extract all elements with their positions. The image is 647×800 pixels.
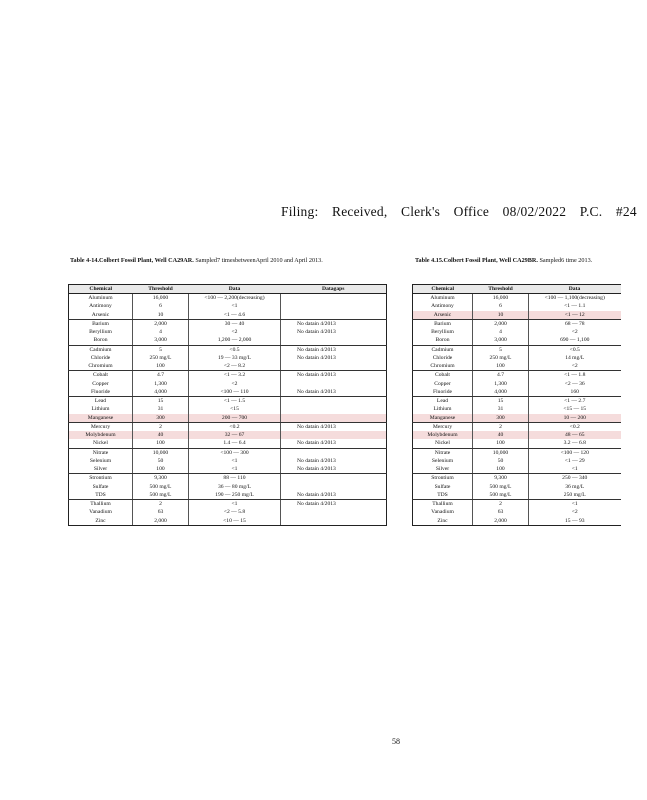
table-row [69, 448, 387, 457]
table-row [69, 371, 387, 380]
data-cell: <1 [529, 465, 621, 474]
table-row [413, 371, 621, 380]
threshold-cell: 50 [473, 457, 529, 465]
column-header: Threshold [473, 285, 529, 294]
chemical-cell: Fluoride [413, 388, 473, 397]
chemical-cell: Lithium [91, 406, 110, 413]
datagaps-cell [281, 302, 387, 310]
threshold-cell: 1,300 [473, 380, 529, 388]
datagaps-cell: No datain 4/2013 [281, 457, 387, 465]
data-cell: <1 — 29 [529, 457, 621, 465]
column-header: Chemical [413, 285, 473, 294]
datagaps-cell: No datain 4/2013 [281, 388, 387, 397]
groundwater-table-right [412, 284, 621, 526]
datagaps-cell [281, 448, 387, 457]
chemical-cell: Selenium [89, 457, 112, 464]
table-row [413, 319, 621, 328]
table-row [413, 474, 621, 483]
threshold-cell: 40 [473, 431, 529, 439]
threshold-cell: 9,300 [473, 474, 529, 483]
chemical-cell: Zinc [413, 517, 473, 526]
table-row [413, 422, 621, 431]
chemical-cell: Mercury [432, 423, 453, 430]
chemical-cell: Lead [94, 398, 107, 405]
table-row [69, 431, 387, 439]
threshold-cell: 4.7 [133, 371, 189, 380]
threshold-cell: 10,000 [133, 448, 189, 457]
datagaps-cell: No datain 4/2013 [281, 500, 387, 509]
chemical-cell: Manganese [69, 414, 133, 423]
datagaps-cell [281, 294, 387, 303]
data-cell: <0.2 [529, 422, 621, 431]
data-cell: <2 [189, 380, 281, 388]
column-header: Chemical [69, 285, 133, 294]
threshold-cell: 2 [133, 500, 189, 509]
table-row [69, 294, 387, 303]
datagaps-cell: No datain 4/2013 [281, 439, 387, 448]
data-cell: 190 — 250 mg/L [189, 491, 281, 500]
data-cell: 250 — 340 [529, 474, 621, 483]
data-cell: <100 — 1,100(decreasing) [529, 294, 621, 303]
chemical-cell: Fluoride [69, 388, 133, 397]
table-row [413, 294, 621, 303]
threshold-cell: 100 [133, 465, 189, 474]
datagaps-cell: No datain 4/2013 [281, 371, 387, 380]
table-row [69, 474, 387, 483]
threshold-cell: 2,000 [133, 319, 189, 328]
chemical-cell: Strontium [89, 475, 112, 482]
threshold-cell: 100 [133, 362, 189, 371]
datagaps-cell: No datain 4/2013 [281, 345, 387, 354]
table-header-row [413, 285, 621, 294]
table-row [69, 319, 387, 328]
chemical-cell: Sulfate [434, 483, 451, 490]
threshold-cell: 2 [473, 500, 529, 509]
table-row [69, 302, 387, 310]
data-cell: <1 [189, 500, 281, 509]
groundwater-table-left [68, 284, 387, 526]
table-row [69, 311, 387, 320]
data-cell: 690 — 1,100 [529, 336, 621, 345]
data-cell: <100 — 300 [189, 448, 281, 457]
datagaps-cell [281, 380, 387, 388]
data-cell: 1.4 — 6.4 [189, 439, 281, 448]
table-row [413, 336, 621, 345]
chemical-cell: Aluminum [430, 295, 455, 302]
chemical-cell: Thallium [432, 501, 453, 508]
chemical-cell: Cadmium [89, 346, 112, 353]
data-cell: 15 — 93 [529, 517, 621, 526]
data-cell: 200 — 700 [189, 414, 281, 423]
table-row [69, 491, 387, 500]
table-row [413, 457, 621, 465]
table-caption-right [415, 256, 620, 265]
chemical-cell: Aluminum [88, 295, 113, 302]
chemical-cell: TDS [413, 491, 473, 500]
datagaps-cell: No datain 4/2013 [281, 491, 387, 500]
table-row [69, 388, 387, 397]
column-header: Threshold [133, 285, 189, 294]
threshold-cell: 16,000 [133, 294, 189, 303]
data-cell: <15 — 15 [529, 405, 621, 413]
threshold-cell: 500 mg/L [473, 491, 529, 500]
chemical-cell: Silver [413, 465, 473, 474]
table-row [413, 362, 621, 371]
chemical-cell: Zinc [69, 517, 133, 526]
data-cell: 88 — 110 [189, 474, 281, 483]
threshold-cell: 15 [473, 397, 529, 406]
data-cell: <1 — 12 [529, 311, 621, 320]
threshold-cell: 2,000 [133, 517, 189, 526]
threshold-cell: 3,000 [133, 336, 189, 345]
chemical-cell: Copper [92, 380, 109, 387]
threshold-cell: 500 mg/L [133, 491, 189, 500]
table-row [413, 405, 621, 413]
table-row [413, 483, 621, 491]
table-row [69, 362, 387, 371]
chemical-cell: Beryllium [89, 329, 112, 336]
filing-part: Clerk's [400, 204, 441, 219]
chemical-cell: Copper [434, 380, 451, 387]
filing-part: 08/02/2022 [502, 204, 567, 219]
threshold-cell: 2 [133, 422, 189, 431]
table-row [69, 354, 387, 362]
table-caption-left [70, 256, 388, 265]
chemical-cell: Cobalt [93, 372, 108, 379]
threshold-cell: 4 [133, 328, 189, 336]
chemical-cell: Selenium [431, 457, 454, 464]
table-row [413, 500, 621, 509]
table-row [69, 345, 387, 354]
datagaps-cell [281, 311, 387, 320]
chemical-cell: Barium [434, 320, 451, 327]
datagaps-cell: No datain 4/2013 [281, 422, 387, 431]
chemical-cell: Cadmium [431, 346, 454, 353]
table-row [413, 388, 621, 397]
threshold-cell: 2,000 [473, 517, 529, 526]
chemical-cell: Vanadium [89, 509, 112, 516]
data-cell: <15 [189, 405, 281, 413]
threshold-cell: 4,000 [473, 388, 529, 397]
chemical-cell: Nitrate [92, 449, 109, 456]
data-cell: <1 [529, 500, 621, 509]
chemical-cell: Sulfate [92, 483, 109, 490]
chemical-cell: Chromium [69, 362, 133, 371]
chemical-cell: Nickel [69, 439, 133, 448]
datagaps-cell: No datain 4/2013 [281, 465, 387, 474]
data-cell: <0.2 [189, 422, 281, 431]
chemical-cell: Beryllium [431, 329, 454, 336]
threshold-cell: 16,000 [473, 294, 529, 303]
data-cell: <100 — 2,200(decreasing) [189, 294, 281, 303]
data-cell: 3.2 — 6.8 [529, 439, 621, 448]
threshold-cell: 50 [133, 457, 189, 465]
column-header: Data [189, 285, 281, 294]
threshold-cell: 250 mg/L [133, 354, 189, 362]
data-cell: 32 — 67 [189, 431, 281, 439]
datagaps-cell [281, 517, 387, 526]
data-cell: <100 — 120 [529, 448, 621, 457]
table-header-row [69, 285, 387, 294]
chemical-cell: Cobalt [435, 372, 450, 379]
datagaps-cell [281, 405, 387, 413]
threshold-cell: 40 [133, 431, 189, 439]
data-cell: <2 [529, 362, 621, 371]
table-row [413, 448, 621, 457]
chemical-cell: Mercury [90, 423, 111, 430]
data-cell: <0.5 [189, 345, 281, 354]
threshold-cell: 5 [133, 345, 189, 354]
data-cell: <2 [529, 508, 621, 516]
filing-part: Filing: [281, 204, 319, 219]
threshold-cell: 500 mg/L [473, 483, 529, 491]
chemical-cell: Molybdenum [69, 431, 133, 439]
threshold-cell: 100 [473, 362, 529, 371]
data-cell: <2 [189, 328, 281, 336]
data-cell: <1 — 3.2 [189, 371, 281, 380]
data-cell: 68 — 78 [529, 319, 621, 328]
column-header: Data [529, 285, 621, 294]
threshold-cell: 4 [473, 328, 529, 336]
chemical-cell: Silver [69, 465, 133, 474]
datagaps-cell: No datain 4/2013 [281, 319, 387, 328]
data-cell: 14 mg/L [529, 354, 621, 362]
data-cell: 48 — 65 [529, 431, 621, 439]
chemical-cell: TDS [69, 491, 133, 500]
data-cell: 30 — 40 [189, 319, 281, 328]
threshold-cell: 100 [473, 465, 529, 474]
threshold-cell: 4.7 [473, 371, 529, 380]
data-cell: <1 [189, 465, 281, 474]
chemical-cell: Barium [92, 320, 109, 327]
chemical-cell: Manganese [413, 414, 473, 423]
chemical-cell: Lithium [433, 406, 452, 413]
filing-part: Office [453, 204, 490, 219]
filing-stamp [281, 204, 637, 220]
threshold-cell: 300 [473, 414, 529, 423]
datagaps-cell [281, 431, 387, 439]
data-cell: <1 [189, 457, 281, 465]
table-row [413, 345, 621, 354]
filing-part: #24 [615, 204, 637, 219]
threshold-cell: 500 mg/L [133, 483, 189, 491]
data-cell: <1 [189, 302, 281, 310]
chemical-cell: Molybdenum [413, 431, 473, 439]
data-cell: <1 — 1.5 [189, 397, 281, 406]
threshold-cell: 63 [133, 508, 189, 516]
chemical-cell: Chloride [90, 354, 111, 361]
table-row [413, 491, 621, 500]
chemical-cell: Arsenic [69, 311, 133, 320]
chemical-cell: Chromium [413, 362, 473, 371]
table-row [69, 422, 387, 431]
chemical-cell: Antimony [89, 303, 112, 310]
threshold-cell: 31 [473, 405, 529, 413]
threshold-cell: 1,300 [133, 380, 189, 388]
chemical-cell: Chloride [432, 354, 453, 361]
datagaps-cell [281, 483, 387, 491]
data-cell: <1 — 4.6 [189, 311, 281, 320]
datagaps-cell [281, 336, 387, 345]
data-cell: <2 — 36 [529, 380, 621, 388]
caption-text: Sampled6 time 2013. [539, 257, 593, 264]
caption-title: Table 4-14.Colbert Fossil Plant, Well CA29AR. [70, 257, 194, 264]
threshold-cell: 2,000 [473, 319, 529, 328]
table-row [69, 500, 387, 509]
table-row [69, 328, 387, 336]
datagaps-cell [281, 474, 387, 483]
table-row [69, 414, 387, 423]
table-row [69, 380, 387, 388]
threshold-cell: 6 [133, 302, 189, 310]
threshold-cell: 5 [473, 345, 529, 354]
threshold-cell: 10,000 [473, 448, 529, 457]
threshold-cell: 100 [473, 439, 529, 448]
data-cell: <1 — 1.1 [529, 302, 621, 310]
table-row [413, 311, 621, 320]
table-row [69, 439, 387, 448]
table-row [413, 302, 621, 310]
table-row [69, 336, 387, 345]
caption-title: Table 4.15.Colbert Fossil Plant, Well CA29BR. [415, 257, 538, 264]
datagaps-cell: No datain 4/2013 [281, 328, 387, 336]
datagaps-cell [281, 508, 387, 516]
data-cell: 36 — 80 mg/L [189, 483, 281, 491]
chemical-cell: Vanadium [431, 509, 454, 516]
filing-part: Received, [332, 204, 388, 219]
table-row [413, 328, 621, 336]
table-row [69, 508, 387, 516]
table-row [413, 517, 621, 526]
table-row [69, 483, 387, 491]
datagaps-cell [281, 397, 387, 406]
threshold-cell: 15 [133, 397, 189, 406]
data-cell: 1,200 — 2,000 [189, 336, 281, 345]
threshold-cell: 300 [133, 414, 189, 423]
table-row [69, 517, 387, 526]
data-cell: <1 — 1.8 [529, 371, 621, 380]
data-cell: 160 [529, 388, 621, 397]
chemical-cell: Nitrate [434, 449, 451, 456]
chemical-cell: Arsenic [413, 311, 473, 320]
threshold-cell: 2 [473, 422, 529, 431]
data-cell: 10 — 200 [529, 414, 621, 423]
threshold-cell: 250 mg/L [473, 354, 529, 362]
table-row [413, 397, 621, 406]
threshold-cell: 31 [133, 405, 189, 413]
table-row [413, 380, 621, 388]
datagaps-cell: No datain 4/2013 [281, 354, 387, 362]
table-row [413, 465, 621, 474]
chemical-cell: Lead [436, 398, 449, 405]
data-cell: <1 — 2.7 [529, 397, 621, 406]
threshold-cell: 9,300 [133, 474, 189, 483]
data-cell: <10 — 15 [189, 517, 281, 526]
table-row [413, 354, 621, 362]
chemical-cell: Boron [69, 336, 133, 345]
table-row [69, 405, 387, 413]
table-row [69, 465, 387, 474]
data-cell: <100 — 110 [189, 388, 281, 397]
data-cell: 19 — 33 mg/L [189, 354, 281, 362]
caption-text: Sampled7 timesbetweenApril 2010 and April 2013. [195, 257, 323, 264]
threshold-cell: 4,000 [133, 388, 189, 397]
data-cell: <2 [529, 328, 621, 336]
chemical-cell: Thallium [90, 501, 111, 508]
threshold-cell: 100 [133, 439, 189, 448]
threshold-cell: 3,000 [473, 336, 529, 345]
chemical-cell: Antimony [431, 303, 454, 310]
data-cell: <2 — 8.2 [189, 362, 281, 371]
threshold-cell: 10 [133, 311, 189, 320]
column-header: Datagaps [281, 285, 387, 294]
table-row [69, 397, 387, 406]
datagaps-cell [281, 362, 387, 371]
data-cell: 250 mg/L [529, 491, 621, 500]
data-cell: <2 — 5.8 [189, 508, 281, 516]
table-row [413, 431, 621, 439]
chemical-cell: Strontium [431, 475, 454, 482]
filing-part: P.C. [579, 204, 603, 219]
chemical-cell: Nickel [413, 439, 473, 448]
page-number: 58 [392, 737, 400, 746]
threshold-cell: 10 [473, 311, 529, 320]
threshold-cell: 6 [473, 302, 529, 310]
datagaps-cell [281, 414, 387, 423]
table-row [413, 414, 621, 423]
threshold-cell: 63 [473, 508, 529, 516]
chemical-cell: Boron [413, 336, 473, 345]
table-row [69, 457, 387, 465]
data-cell: 36 mg/L [529, 483, 621, 491]
data-cell: <0.5 [529, 345, 621, 354]
table-row [413, 508, 621, 516]
table-row [413, 439, 621, 448]
